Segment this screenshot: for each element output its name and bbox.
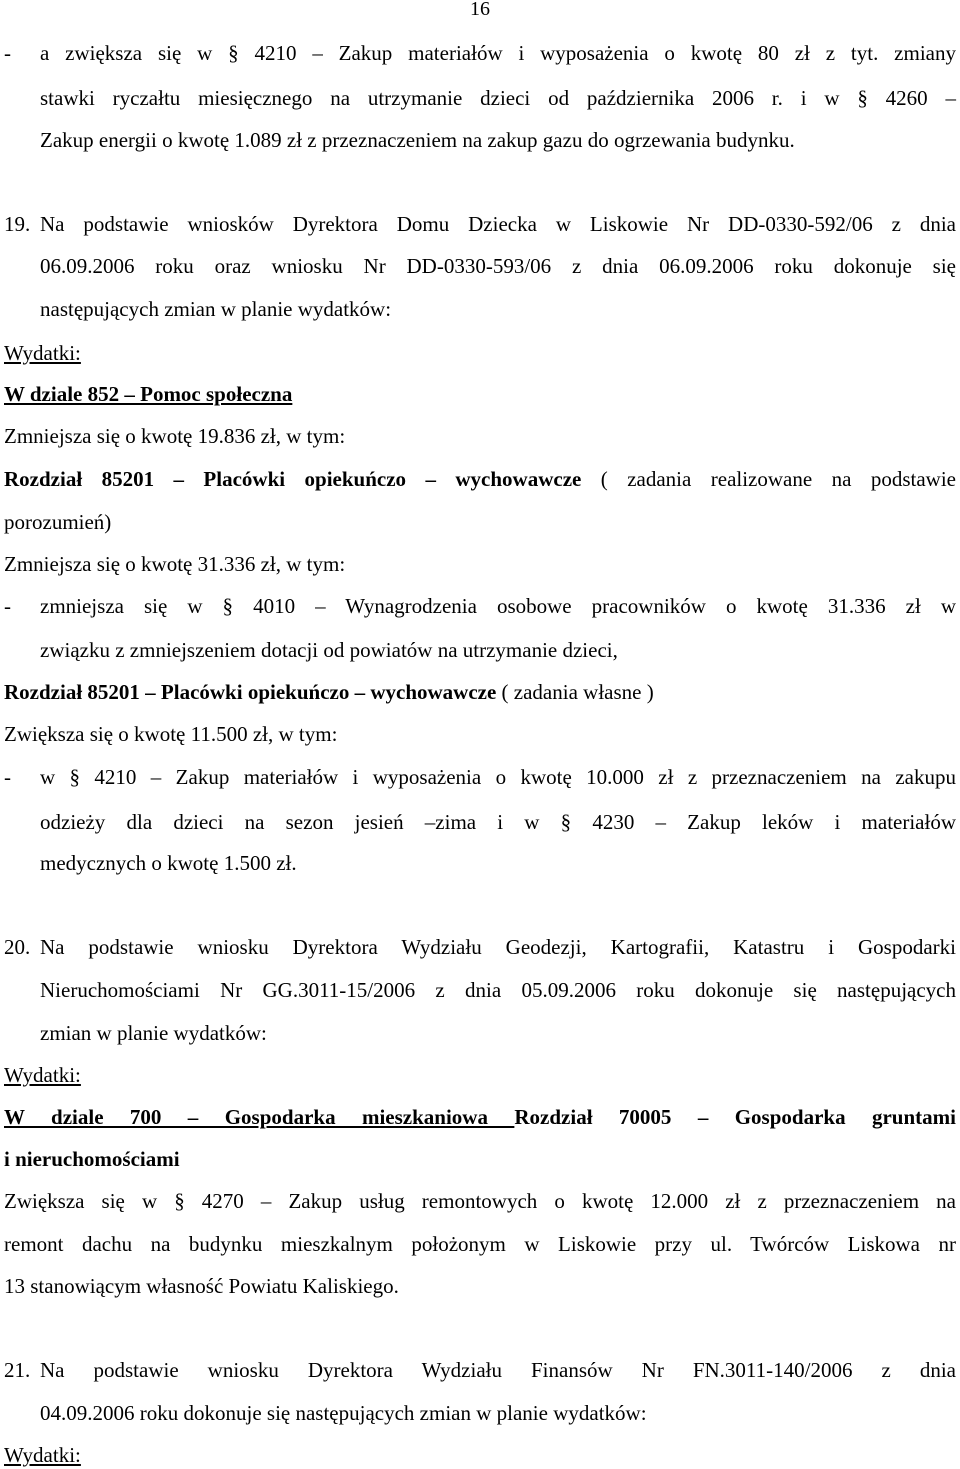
rozdzial-heading: Rozdział 85201 – Placówki opiekuńczo – wychowawcze (4, 680, 497, 704)
section-heading-dzial (4, 1105, 956, 1129)
paragraph-text: remont dachu na budynku mieszkalnym położonym w Liskowie przy ul. Twórców Liskowa nr (4, 1232, 956, 1256)
rozdzial-note: ( zadania własne ) (496, 680, 654, 704)
text-line (0, 212, 960, 236)
list-dash: - (4, 765, 11, 789)
paragraph-text: Zmniejsza się o kwotę 31.336 zł, w tym: (4, 552, 346, 576)
paragraph-text: w § 4210 – Zakup materiałów i wyposażenia o kwotę 10.000 zł z przeznaczeniem na zakupu (40, 765, 956, 789)
paragraph-text (4, 680, 960, 704)
paragraph-text: stawki ryczałtu miesięcznego na utrzymanie dzieci od października 2006 r. i w § 4260 – (40, 86, 956, 110)
rozdzial-heading-cont: i nieruchomościami (4, 1147, 180, 1171)
rozdzial-heading: Rozdział 85201 – Placówki opiekuńczo – wychowawcze (4, 467, 582, 491)
paragraph-text: Nieruchomościami Nr GG.3011-15/2006 z dnia 05.09.2006 roku dokonuje się następujących (40, 978, 956, 1002)
text-line (0, 935, 960, 959)
paragraph-text: zmniejsza się w § 4010 – Wynagrodzenia osobowe pracowników o kwotę 31.336 zł w (40, 594, 956, 618)
page-number: 16 (470, 0, 490, 20)
paragraph-text: związku z zmniejszeniem dotacji od powiatów na utrzymanie dzieci, (40, 638, 618, 662)
paragraph-text: 04.09.2006 roku dokonuje się następujących zmian w planie wydatków: (40, 1401, 647, 1425)
paragraph-text: Na podstawie wniosku Dyrektora Wydziału Finansów Nr FN.3011-140/2006 z dnia (40, 1358, 956, 1382)
text-line (0, 765, 960, 789)
paragraph-text: 06.09.2006 roku oraz wniosku Nr DD-0330-593/06 z dnia 06.09.2006 roku dokonuje się (40, 254, 956, 278)
section-heading-wydatki: Wydatki: (4, 1443, 81, 1467)
paragraph-text: następujących zmian w planie wydatków: (40, 297, 392, 321)
text-line (0, 41, 960, 65)
item-number: 21. (4, 1358, 31, 1382)
list-dash: - (4, 594, 11, 618)
rozdzial-heading: Rozdział 70005 – Gospodarka gruntami (514, 1105, 956, 1129)
paragraph-text: a zwiększa się w § 4210 – Zakup materiałów i wyposażenia o kwotę 80 zł z tyt. zmiany (40, 41, 956, 65)
paragraph-text: porozumień) (4, 510, 112, 534)
paragraph-text: Zakup energii o kwotę 1.089 zł z przeznaczeniem na zakup gazu do ogrzewania budynku. (40, 128, 795, 152)
paragraph-text: Na podstawie wniosków Dyrektora Domu Dziecka w Liskowie Nr DD-0330-592/06 z dnia (40, 212, 956, 236)
dzial-label: W dziale 700 – Gospodarka mieszkaniowa (4, 1105, 515, 1129)
text-line (0, 1358, 960, 1382)
rozdzial-note: ( zadania realizowane na podstawie (581, 467, 957, 491)
section-heading-dzial: W dziale 852 – Pomoc społeczna (4, 382, 293, 406)
text-line (0, 594, 960, 618)
paragraph-text: Zwiększa się w § 4270 – Zakup usług remontowych o kwotę 12.000 zł z przeznaczeniem na (4, 1189, 956, 1213)
item-number: 19. (4, 212, 31, 236)
item-number: 20. (4, 935, 31, 959)
paragraph-text (4, 467, 956, 491)
list-dash: - (4, 41, 11, 65)
paragraph-text: odzieży dla dzieci na sezon jesień –zima i w § 4230 – Zakup leków i materiałów (40, 810, 956, 834)
paragraph-text: Zwiększa się o kwotę 11.500 zł, w tym: (4, 722, 338, 746)
section-heading-wydatki: Wydatki: (4, 1063, 81, 1087)
paragraph-text: medycznych o kwotę 1.500 zł. (40, 851, 297, 875)
paragraph-text: Na podstawie wniosku Dyrektora Wydziału Geodezji, Kartografii, Katastru i Gospodarki (40, 935, 956, 959)
section-heading-wydatki: Wydatki: (4, 341, 81, 365)
paragraph-text: Zmniejsza się o kwotę 19.836 zł, w tym: (4, 424, 346, 448)
paragraph-text: zmian w planie wydatków: (40, 1021, 267, 1045)
paragraph-text: 13 stanowiącym własność Powiatu Kaliskiego. (4, 1274, 399, 1298)
